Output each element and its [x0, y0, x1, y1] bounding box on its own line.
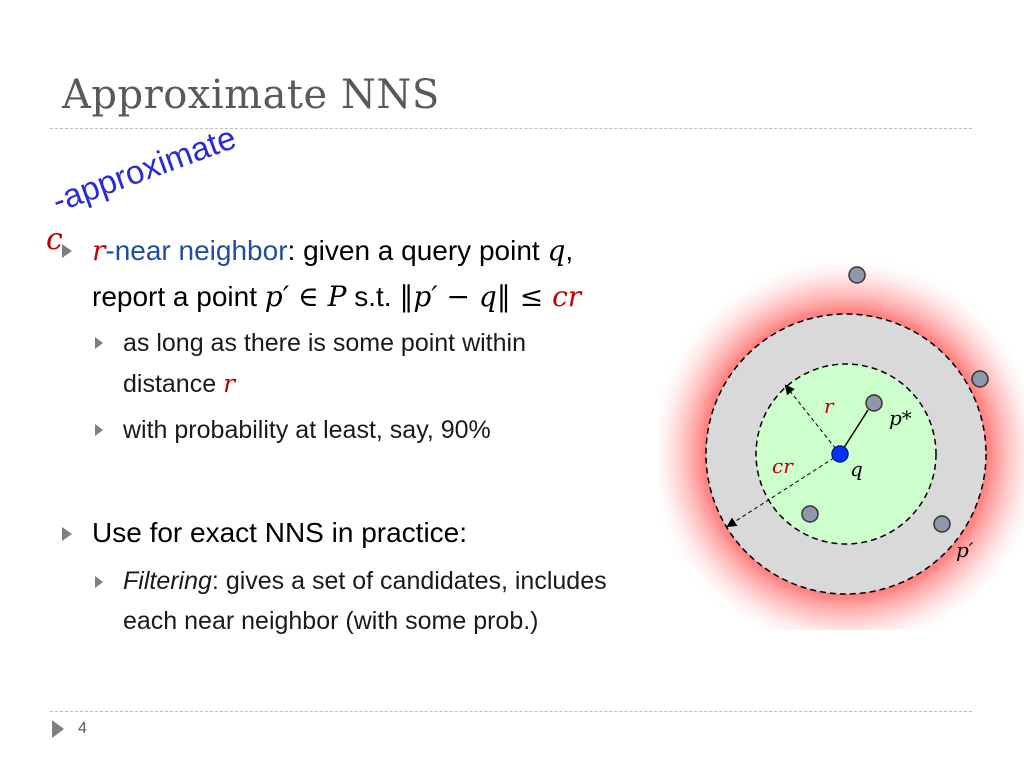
such-that-text: s.t.	[346, 281, 400, 312]
sub-bullet-filtering-line2: each near neighbor (with some prob.)	[123, 607, 539, 635]
bullet-exact-nns: Use for exact NNS in practice:	[92, 517, 468, 548]
comma: ,	[565, 235, 574, 266]
slide-title: Approximate NNS	[62, 72, 440, 118]
p-prime-point	[934, 516, 950, 532]
sub-bullet-probability: with probability at least, say, 90%	[123, 416, 491, 444]
near-neighbor-diagram	[660, 250, 1024, 630]
near-neighbor-term: -near neighbor	[105, 235, 288, 266]
sub-bullet-icon	[95, 424, 103, 436]
bullet-icon	[62, 527, 72, 541]
p-star-point	[866, 395, 882, 411]
footer-divider	[50, 711, 972, 712]
footer-arrow-icon	[52, 720, 64, 738]
c-approximate-annotation: -approximate	[47, 118, 241, 220]
q-symbol: q	[547, 234, 566, 267]
q-label: q	[850, 457, 863, 481]
data-point	[802, 506, 818, 522]
p-prime-in-p: p′ ∈ P	[264, 280, 347, 313]
p-prime-label: p′	[956, 538, 974, 562]
bullet-near-neighbor-line2	[92, 280, 581, 313]
filtering-text: : gives a set of candidates, includes	[211, 567, 607, 595]
c-prefix: c	[46, 222, 63, 257]
data-point	[972, 371, 988, 387]
title-divider	[50, 128, 972, 129]
sub-bullet-icon	[95, 576, 103, 588]
filtering-term: Filtering	[123, 567, 212, 595]
sub-bullet-within: as long as there is some point within	[123, 329, 526, 357]
cr-symbol: cr	[552, 280, 582, 313]
distance-text: distance	[123, 370, 224, 398]
r-label: r	[824, 394, 834, 418]
r-symbol: r	[223, 369, 236, 398]
definition-text: : given a query point	[287, 235, 548, 266]
cr-label: cr	[772, 454, 793, 478]
distance-expression: ‖p′ − q‖ ≤	[399, 280, 553, 313]
data-point	[849, 267, 865, 283]
sub-bullet-icon	[95, 337, 103, 349]
r-symbol: r	[92, 234, 106, 267]
page-number: 4	[78, 720, 87, 737]
p-star-label: p*	[889, 406, 912, 430]
query-point	[832, 446, 848, 462]
report-text: report a point	[92, 281, 265, 312]
sub-bullet-filtering	[123, 567, 607, 596]
bullet-near-neighbor-line1	[92, 234, 573, 267]
sub-bullet-distance	[123, 369, 235, 399]
bullet-icon	[62, 244, 72, 258]
